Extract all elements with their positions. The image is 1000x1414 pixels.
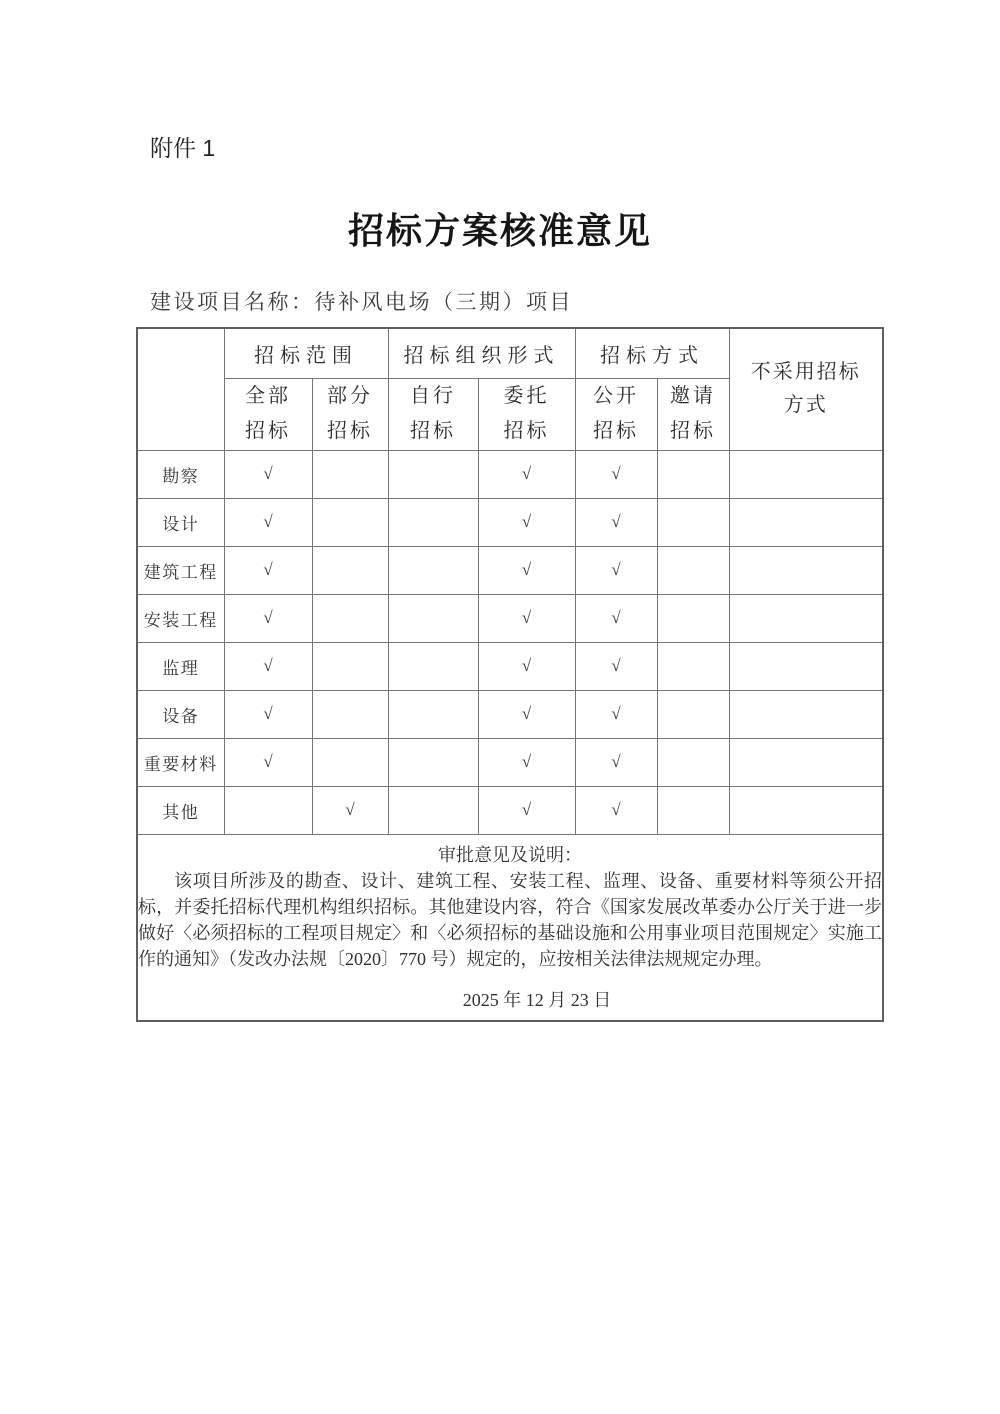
check-cell xyxy=(312,450,388,498)
check-mark: √ xyxy=(521,704,532,723)
check-cell xyxy=(729,786,883,834)
check-mark: √ xyxy=(263,752,273,771)
sub-header-self-bidding-label: 自行招标 xyxy=(410,385,456,442)
sub-header-delegated-bidding-label: 委托招标 xyxy=(503,385,550,442)
row-label: 建筑工程 xyxy=(137,546,224,594)
check-cell xyxy=(729,546,883,594)
check-cell xyxy=(388,594,478,642)
check-mark: √ xyxy=(611,704,621,723)
row-label: 监理 xyxy=(137,642,224,690)
sub-header-full-bidding-label: 全部招标 xyxy=(245,385,291,442)
table-row-design xyxy=(137,498,883,546)
check-mark: √ xyxy=(521,800,532,819)
approval-date: 2025 年 12 月 23 日 xyxy=(462,990,612,1011)
header-no-bidding-method-label: 不采用招标方式 xyxy=(750,361,861,417)
document-title: 招标方案核准意见 xyxy=(347,211,652,251)
check-cell xyxy=(575,450,657,498)
check-cell xyxy=(657,738,729,786)
check-mark: √ xyxy=(611,752,621,771)
group-header-bidding-scope: 招标范围 xyxy=(224,328,388,378)
check-cell xyxy=(657,450,729,498)
check-cell xyxy=(657,546,729,594)
check-cell xyxy=(312,546,388,594)
check-cell xyxy=(575,642,657,690)
check-cell xyxy=(729,450,883,498)
check-mark: √ xyxy=(611,512,621,531)
project-name-line: 建设项目名称：待补风电场（三期）项目 xyxy=(150,290,573,314)
check-cell xyxy=(388,450,478,498)
check-cell xyxy=(224,690,312,738)
table-row-other xyxy=(137,786,883,834)
check-cell xyxy=(312,786,388,834)
check-cell xyxy=(388,642,478,690)
check-cell xyxy=(729,738,883,786)
check-cell xyxy=(575,546,657,594)
check-cell xyxy=(388,738,478,786)
row-label: 其他 xyxy=(137,786,224,834)
check-cell xyxy=(224,546,312,594)
check-cell xyxy=(575,498,657,546)
check-cell xyxy=(224,786,312,834)
check-cell xyxy=(478,786,575,834)
header-no-bidding-method xyxy=(729,328,883,450)
check-cell xyxy=(224,594,312,642)
row-label: 安装工程 xyxy=(137,594,224,642)
check-cell xyxy=(312,642,388,690)
group-header-organization-form: 招标组织形式 xyxy=(388,328,575,378)
check-cell xyxy=(224,738,312,786)
sub-header-open-bidding-label: 公开招标 xyxy=(593,385,639,442)
check-cell xyxy=(575,690,657,738)
check-mark: √ xyxy=(521,608,532,627)
check-mark: √ xyxy=(263,560,273,579)
check-cell xyxy=(478,642,575,690)
row-label: 重要材料 xyxy=(137,738,224,786)
check-cell xyxy=(657,498,729,546)
check-cell xyxy=(478,690,575,738)
sub-header-invited-bidding xyxy=(657,378,729,450)
check-mark: √ xyxy=(611,608,621,627)
sub-header-self-bidding xyxy=(388,378,478,450)
check-mark: √ xyxy=(263,512,273,531)
check-cell xyxy=(312,738,388,786)
check-mark: √ xyxy=(521,752,532,771)
sub-header-full-bidding xyxy=(224,378,312,450)
table-row-equipment xyxy=(137,690,883,738)
row-label: 勘察 xyxy=(137,450,224,498)
sub-header-partial-bidding xyxy=(312,378,388,450)
check-mark: √ xyxy=(611,464,621,483)
check-cell xyxy=(657,594,729,642)
check-cell xyxy=(224,450,312,498)
check-cell xyxy=(224,498,312,546)
check-cell xyxy=(388,498,478,546)
check-mark: √ xyxy=(263,656,273,675)
check-cell xyxy=(657,786,729,834)
check-cell xyxy=(388,546,478,594)
check-cell xyxy=(657,690,729,738)
check-mark: √ xyxy=(521,656,532,675)
check-mark: √ xyxy=(611,800,621,819)
check-cell xyxy=(224,642,312,690)
sub-header-partial-bidding-label: 部分招标 xyxy=(327,385,373,442)
check-cell xyxy=(478,498,575,546)
check-mark: √ xyxy=(263,464,273,483)
attachment-label: 附件 1 xyxy=(150,135,216,161)
row-label: 设计 xyxy=(137,498,224,546)
check-cell xyxy=(729,498,883,546)
check-cell xyxy=(575,786,657,834)
table-row-survey xyxy=(137,450,883,498)
check-cell xyxy=(478,450,575,498)
table-row-construction xyxy=(137,546,883,594)
approval-note-row xyxy=(137,834,883,1021)
check-cell xyxy=(478,546,575,594)
sub-header-delegated-bidding xyxy=(478,378,575,450)
check-cell xyxy=(478,594,575,642)
check-cell xyxy=(575,594,657,642)
approval-table xyxy=(136,327,884,1022)
check-cell xyxy=(312,690,388,738)
check-mark: √ xyxy=(521,512,532,531)
check-mark: √ xyxy=(521,464,532,483)
check-cell xyxy=(478,738,575,786)
check-cell xyxy=(575,738,657,786)
row-label: 设备 xyxy=(137,690,224,738)
check-cell xyxy=(729,690,883,738)
approval-note-cell xyxy=(137,834,883,1021)
check-cell xyxy=(312,594,388,642)
check-mark: √ xyxy=(263,608,273,627)
check-cell xyxy=(729,594,883,642)
table-row-key-materials xyxy=(137,738,883,786)
check-mark: √ xyxy=(611,656,621,675)
check-mark: √ xyxy=(345,800,355,819)
check-mark: √ xyxy=(521,560,532,579)
table-row-installation xyxy=(137,594,883,642)
corner-cell xyxy=(137,328,224,450)
check-cell xyxy=(657,642,729,690)
check-cell xyxy=(388,786,478,834)
table-row-supervision xyxy=(137,642,883,690)
check-cell xyxy=(388,690,478,738)
approval-note-paragraph: 该项目所涉及的勘查、设计、建筑工程、安装工程、监理、设备、重要材料等须公开招标，并委托招标代理机构组织招标。其他建设内容，符合《国家发展改革委办公厅关于进一步做好〈必须招标的工程项目规定〉和〈必须招标的基础设施和公用事业项目范围规定〉实施工作的通知》（发改办法规〔2020〕770 号）规定的，应按相关法律法规规定办理。 xyxy=(138,871,882,970)
header-group-row xyxy=(137,328,883,378)
sub-header-open-bidding xyxy=(575,378,657,450)
check-cell xyxy=(312,498,388,546)
group-header-bidding-method: 招标方式 xyxy=(575,328,729,378)
check-cell xyxy=(729,642,883,690)
check-mark: √ xyxy=(263,704,273,723)
approval-note-heading: 审批意见及说明： xyxy=(438,845,582,866)
sub-header-invited-bidding-label: 邀请招标 xyxy=(670,385,716,442)
check-mark: √ xyxy=(611,560,621,579)
